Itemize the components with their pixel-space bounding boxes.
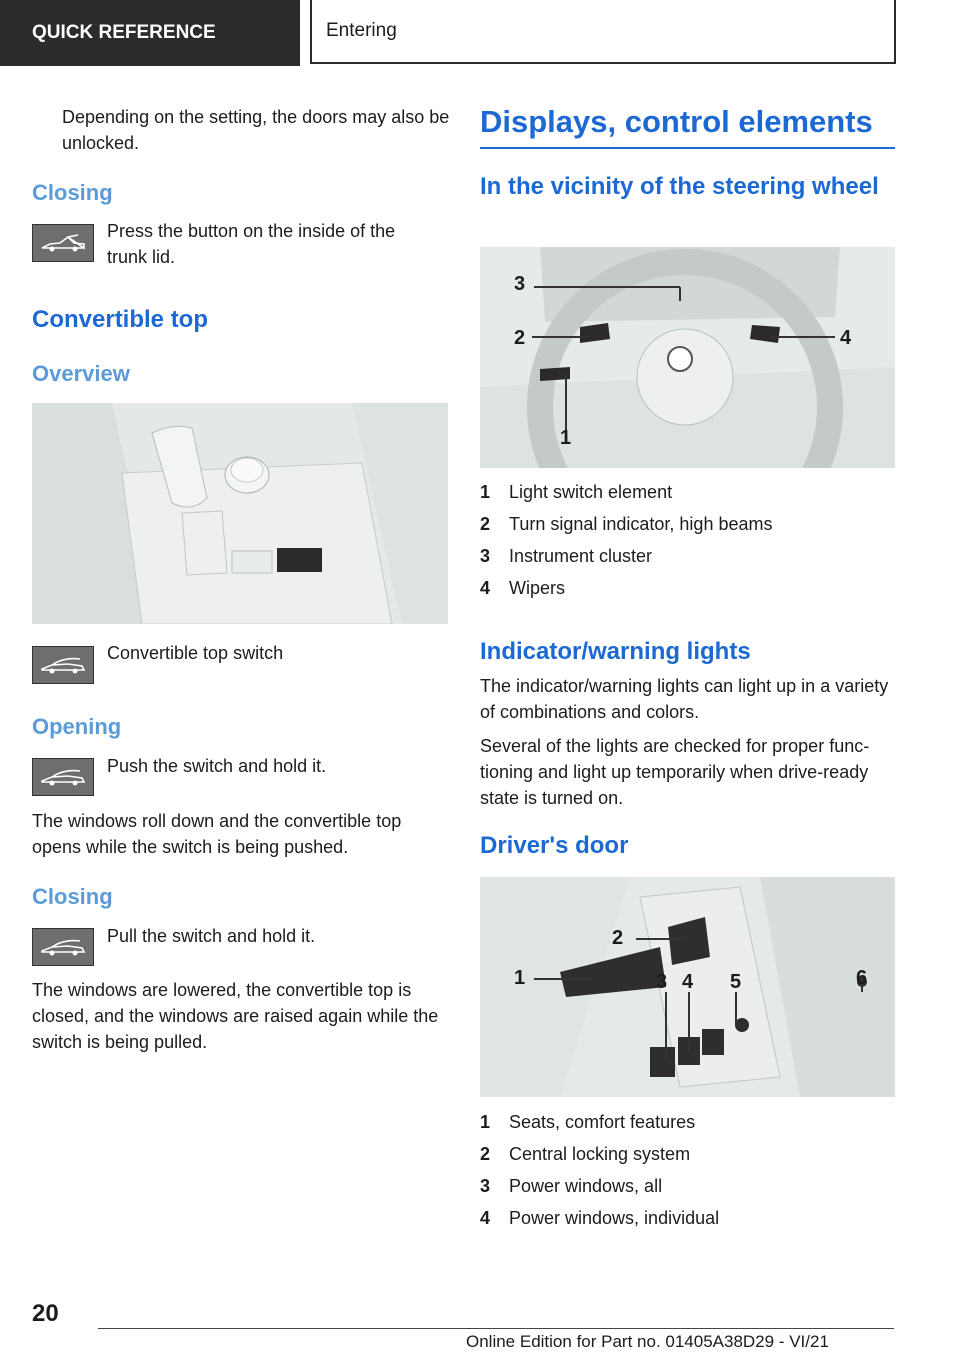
closing-trunk-heading: Closing — [32, 180, 113, 205]
drivers-door-image — [480, 877, 895, 1097]
closing-trunk-text: Press the button on the inside of the trunk lid. — [107, 221, 396, 267]
legend-label: Power windows, individual — [509, 1208, 720, 1228]
legend-number: 1 — [480, 1112, 491, 1132]
closing-top-heading: Closing — [32, 884, 113, 909]
legend-number: 4 — [480, 578, 491, 598]
page-number: 20 — [32, 1300, 59, 1327]
convertible-top-icon — [32, 928, 94, 966]
legend-label: Light switch element — [509, 482, 673, 502]
callout-4: 4 — [682, 971, 694, 993]
switch-caption: Convertible top switch — [107, 643, 284, 663]
callout-3: 3 — [514, 273, 526, 295]
opening-heading: Opening — [32, 714, 122, 739]
section-tab — [0, 0, 300, 66]
center-console-image — [32, 403, 448, 624]
legend-label: Wipers — [509, 578, 566, 598]
indicator-paragraph-1: The indicator/warning lights can light up in a variety of combinations and colors. — [480, 676, 889, 722]
legend-number: 2 — [480, 1144, 491, 1164]
section-title: QUICK REFERENCE — [32, 22, 216, 43]
callout-2: 2 — [514, 327, 526, 349]
opening-paragraph: The windows roll down and the convertible top opens while the switch is being pushed. — [32, 811, 402, 857]
legend-number: 3 — [480, 546, 491, 566]
legend-number: 3 — [480, 1176, 491, 1196]
trunk-close-icon — [32, 224, 94, 262]
drivers-door-heading: Driver's door — [480, 832, 629, 859]
legend-label: Seats, comfort features — [509, 1112, 696, 1132]
closing-top-paragraph: The windows are lowered, the convertible top is closed, and the windows are raised again while the switch is being pulled. — [32, 980, 439, 1052]
callout-6: 6 — [856, 967, 868, 989]
chapter-title: Entering — [326, 20, 397, 41]
edition-text: Online Edition for Part no. 01405A38D29 - VI/21 — [466, 1332, 829, 1351]
intro-text: Depending on the setting, the doors may also be unlocked. — [62, 107, 450, 153]
legend-number: 1 — [480, 482, 491, 502]
legend-label: Turn signal indicator, high beams — [509, 514, 773, 534]
callout-1: 1 — [514, 967, 526, 989]
callout-5: 5 — [730, 971, 742, 993]
callout-2: 2 — [612, 927, 624, 949]
legend-label: Power windows, all — [509, 1176, 663, 1196]
closing-top-text: Pull the switch and hold it. — [107, 926, 316, 946]
opening-text: Push the switch and hold it. — [107, 756, 327, 776]
callout-3: 3 — [656, 971, 668, 993]
convertible-top-heading: Convertible top — [32, 306, 209, 333]
legend-label: Central locking system — [509, 1144, 691, 1164]
indicator-paragraph-2: Several of the lights are checked for proper functioning and light up temporarily when drive-ready state is turned on. — [480, 736, 870, 808]
overview-heading: Overview — [32, 361, 130, 386]
steering-wheel-image — [480, 247, 895, 468]
indicator-heading: Indicator/warning lights — [480, 638, 751, 665]
heading-rule — [480, 147, 895, 149]
steering-heading: In the vicinity of the steering wheel — [480, 173, 879, 200]
legend-number: 4 — [480, 1208, 491, 1228]
section-heading: Displays, control elements — [480, 104, 873, 139]
callout-4: 4 — [840, 327, 852, 349]
legend-number: 2 — [480, 514, 491, 534]
convertible-top-icon — [32, 646, 94, 684]
convertible-top-icon — [32, 758, 94, 796]
footer-rule — [98, 1328, 894, 1329]
chapter-tab — [310, 0, 896, 64]
legend-label: Instrument cluster — [509, 546, 653, 566]
callout-1: 1 — [560, 427, 572, 449]
